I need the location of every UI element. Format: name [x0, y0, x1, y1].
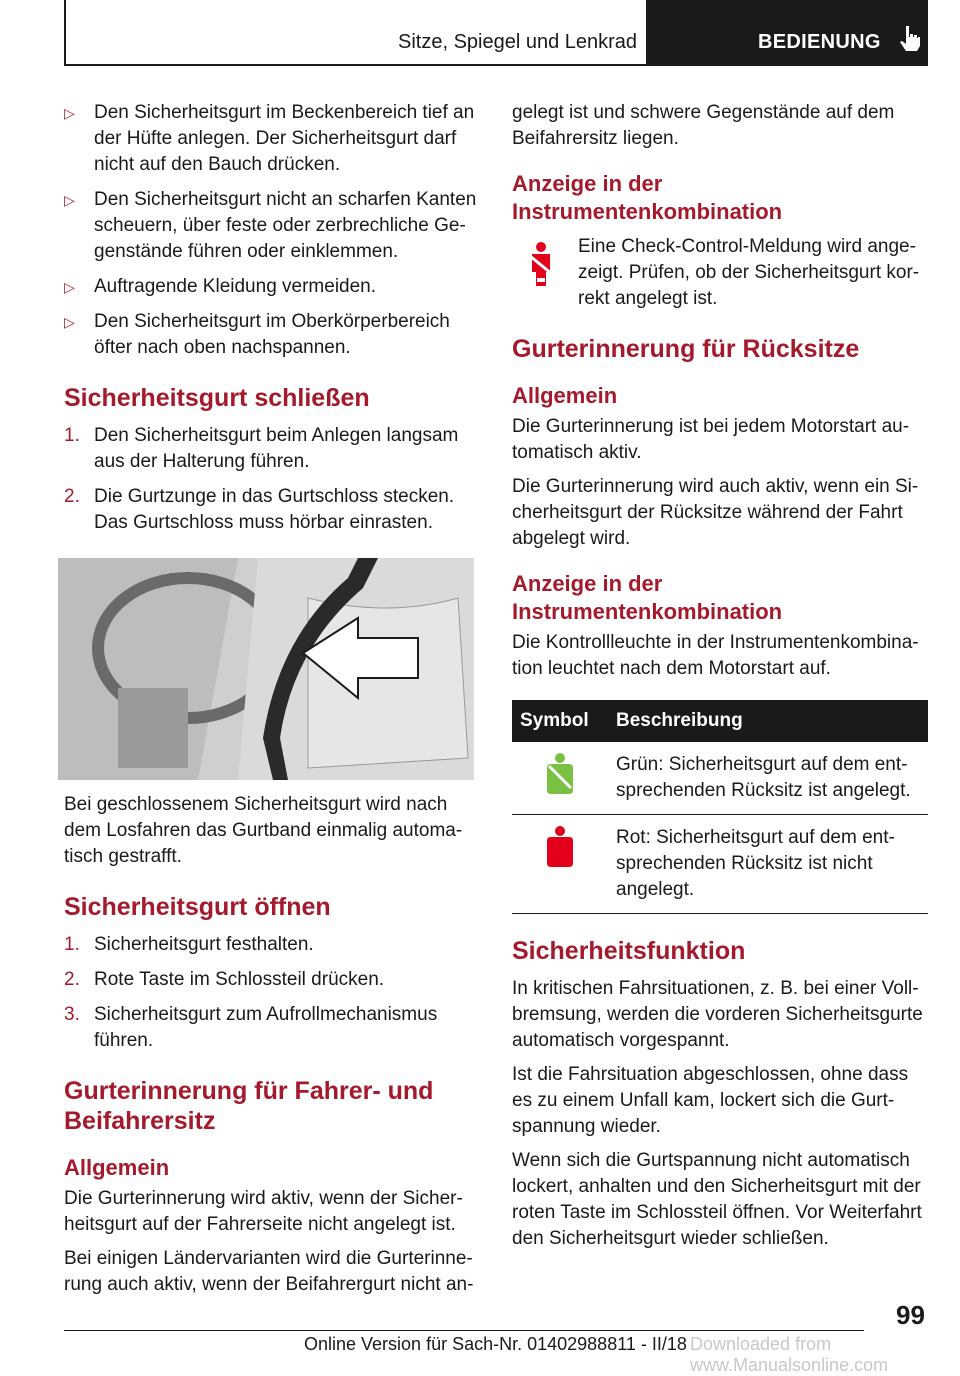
list-item — [64, 274, 480, 300]
list-item — [64, 100, 480, 178]
list-item — [64, 484, 480, 536]
chapter-tab — [648, 0, 928, 64]
hand-pointer-icon — [898, 24, 922, 52]
header-rule — [64, 64, 928, 66]
page-number: 99 — [896, 1300, 925, 1330]
table-row — [512, 742, 928, 815]
watermark: Downloaded from www.Manualsonline.com — [690, 1334, 889, 1375]
list-item — [64, 967, 480, 993]
step-text: Sicherheitsgurt zum Aufrollmechanismus führen. — [94, 1004, 438, 1051]
green-seatbelt-icon — [543, 752, 577, 796]
description-cell: Grün: Sicherheitsgurt auf dem entsprechenden Rücksitz ist angelegt. — [608, 742, 928, 815]
bullet-marker: ▷ — [64, 105, 75, 121]
step-number: 1. — [64, 934, 80, 955]
check-control-note — [512, 234, 928, 312]
left-column — [64, 100, 480, 1306]
symbol-table — [512, 700, 928, 914]
heading-anzeige-instrumentenkombination: Anzeige in der Instrumentenkombination — [512, 171, 783, 224]
list-item — [64, 932, 480, 958]
heading-gurterinnerung-fahrer: Gurterinnerung für Fahrer- und Beifahrersitz — [64, 1077, 434, 1135]
description-cell: Rot: Sicherheitsgurt auf dem entsprechenden Rücksitz ist nicht angelegt. — [608, 815, 928, 914]
bullet-text: Den Sicherheitsgurt im Beckenbereich tief an der Hüfte anlegen. Der Sicherheitsgurt darf nicht auf den Bauch drücken. — [94, 102, 475, 175]
red-seat-occupant-icon — [543, 825, 577, 869]
step-text: Sicherheitsgurt festhalten. — [94, 934, 314, 955]
chapter-tab-label: BEDIENUNG — [758, 31, 881, 53]
bullet-text: Auftragende Kleidung vermeiden. — [94, 276, 377, 297]
paragraph: gelegt ist und schwere Gegenstände auf dem Beifahrersitz liegen. — [512, 102, 895, 149]
symbol-cell — [512, 815, 608, 914]
list-item — [64, 187, 480, 265]
column-header-symbol: Symbol — [512, 700, 608, 742]
footer-rule — [64, 1330, 864, 1331]
bullet-marker: ▷ — [64, 192, 75, 208]
paragraph: Bei einigen Ländervarianten wird die Gurterinnerung auch aktiv, wenn der Beifahrergurt nicht an- — [64, 1248, 474, 1295]
paragraph: Die Kontrollleuchte in der Instrumentenkombination leuchtet nach dem Motorstart auf. — [512, 632, 919, 679]
heading-sicherheitsgurt-oeffnen: Sicherheitsgurt öffnen — [64, 893, 331, 921]
list-item — [64, 309, 480, 361]
bullet-text: Den Sicherheitsgurt im Oberkörperbereich öfter nach oben nachspannen. — [94, 311, 450, 358]
heading-sicherheitsgurt-schliessen: Sicherheitsgurt schließen — [64, 384, 370, 412]
heading-anzeige-instrumentenkombination: Anzeige in der Instrumentenkombination — [512, 571, 783, 624]
paragraph: Die Gurterinnerung wird auch aktiv, wenn ein Sicherheitsgurt der Rücksitze während der Fahrt abgelegt wird. — [512, 476, 919, 549]
paragraph: Wenn sich die Gurtspannung nicht automatisch lockert, anhalten und den Sicherheitsgurt mit der roten Taste im Schlossteil öffnen. Vor Weiterfahrt den Sicherheitsgurt wieder schließen. — [512, 1150, 922, 1249]
photo-caption: Bei geschlossenem Sicherheitsgurt wird nach dem Losfahren das Gurtband einmalig automatisch gestrafft. — [64, 794, 463, 867]
heading-sicherheitsfunktion: Sicherheitsfunktion — [512, 937, 746, 965]
list-item — [64, 423, 480, 475]
right-column — [512, 100, 928, 1260]
column-header-beschreibung: Beschreibung — [608, 700, 928, 742]
paragraph: Die Gurterinnerung ist bei jedem Motorstart automatisch aktiv. — [512, 416, 910, 463]
check-control-text: Eine Check-Control-Meldung wird angezeigt. Prüfen, ob der Sicherheitsgurt korrekt angelegt ist. — [578, 236, 920, 309]
step-number: 2. — [64, 969, 80, 990]
seatbelt-photo — [58, 558, 474, 780]
table-header-row — [512, 700, 928, 742]
bullet-marker: ▷ — [64, 314, 75, 330]
bullet-text: Den Sicherheitsgurt nicht an scharfen Kanten scheuern, über feste oder zerbrechliche Gegenstände führen oder einklemmen. — [94, 189, 477, 262]
symbol-cell — [512, 742, 608, 815]
header-left-rule — [64, 0, 66, 64]
bullet-marker: ▷ — [64, 279, 75, 295]
step-text: Den Sicherheitsgurt beim Anlegen langsam aus der Halterung führen. — [94, 425, 459, 472]
page-header — [0, 0, 960, 66]
step-number: 1. — [64, 425, 80, 446]
paragraph: In kritischen Fahrsituationen, z. B. bei einer Vollbremsung, werden die vorderen Sicherheitsgurte automatisch vorgespannt. — [512, 978, 923, 1051]
online-version-text: Online Version für Sach-Nr. 01402988811 - II/18 — [304, 1334, 687, 1354]
table-row — [512, 815, 928, 914]
paragraph: Die Gurterinnerung wird aktiv, wenn der Sicherheitsgurt auf der Fahrerseite nicht angelegt ist. — [64, 1188, 463, 1235]
step-number: 2. — [64, 486, 80, 507]
heading-gurterinnerung-ruecksitze: Gurterinnerung für Rücksitze — [512, 335, 860, 363]
heading-allgemein: Allgemein — [64, 1155, 170, 1180]
paragraph: Ist die Fahrsituation abgeschlossen, ohne dass es zu einem Unfall kam, lockert sich die Gurtspannung wieder. — [512, 1064, 909, 1137]
step-text: Rote Taste im Schlossteil drücken. — [94, 969, 385, 990]
step-text: Die Gurtzunge in das Gurtschloss stecken. Das Gurtschloss muss hörbar einrasten. — [94, 486, 455, 533]
list-item — [64, 1002, 480, 1054]
step-number: 3. — [64, 1004, 80, 1025]
section-title: Sitze, Spiegel und Lenkrad — [398, 31, 638, 53]
heading-allgemein: Allgemein — [512, 383, 618, 408]
seatbelt-warning-icon — [524, 240, 558, 290]
